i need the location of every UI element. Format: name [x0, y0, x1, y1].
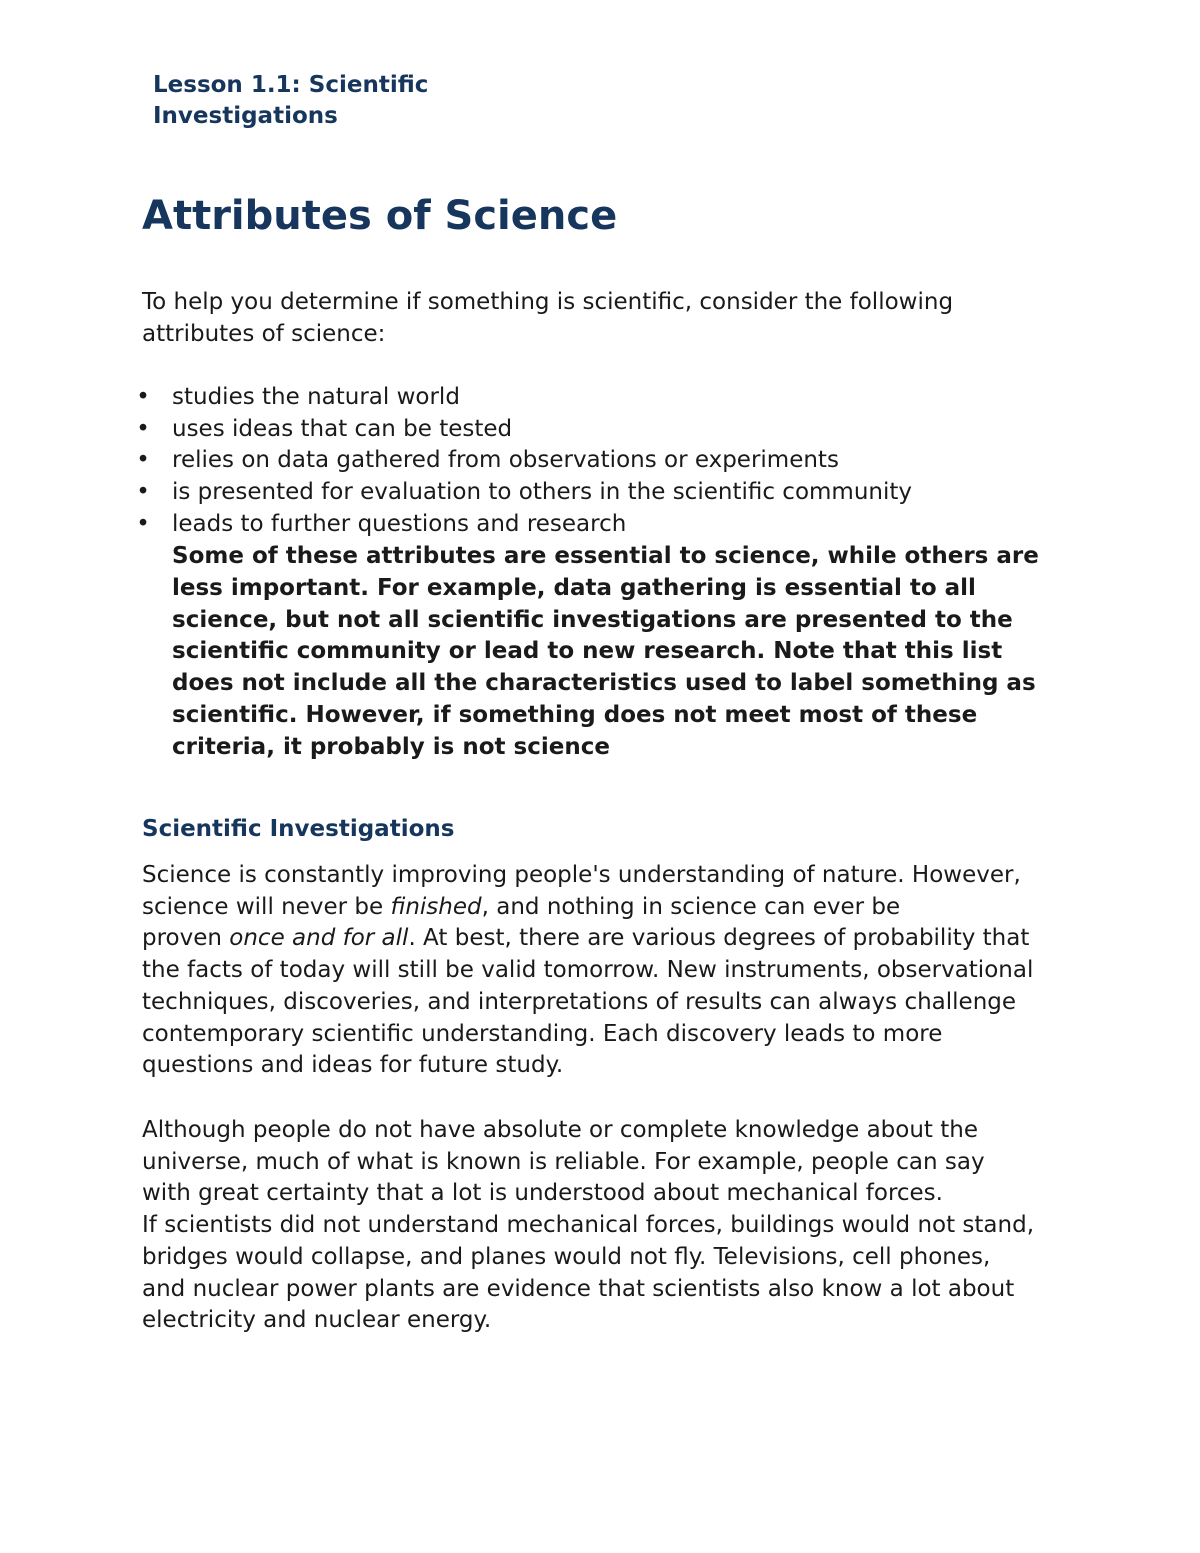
- note-line: criteria, it probably is not science: [172, 733, 610, 760]
- paragraph-line: bridges would collapse, and planes would not fly. Televisions, cell phones,: [142, 1243, 991, 1270]
- attributes-note: [172, 541, 1072, 764]
- paragraph-line: electricity and nuclear energy.: [142, 1307, 492, 1334]
- note-line: does not include all the characteristics used to label something as: [172, 670, 1036, 697]
- note-line: Some of these attributes are essential to science, while others are: [172, 543, 1039, 569]
- paragraph-line: If scientists did not understand mechanical forces, buildings would not stand,: [142, 1212, 1035, 1239]
- emphasis-text: once and for all: [229, 925, 409, 952]
- lesson-title: [153, 70, 473, 132]
- paragraph-line: questions and ideas for future study.: [142, 1052, 564, 1079]
- bullet-icon: •: [136, 479, 150, 506]
- paragraph-line: [142, 923, 1067, 955]
- paragraph-line: techniques, discoveries, and interpretations of results can always challenge: [142, 988, 1017, 1015]
- list-item-text: leads to further questions and research: [172, 510, 627, 537]
- list-item-text: uses ideas that can be tested: [172, 415, 513, 442]
- paragraph-line: [142, 892, 1067, 924]
- note-line: scientific community or lead to new research. Note that this list: [172, 638, 1003, 665]
- list-item: [136, 477, 1102, 509]
- paragraph-line: the facts of today will still be valid tomorrow. New instruments, observational: [142, 957, 1034, 984]
- lesson-title-line: Lesson 1.1: Scientific: [153, 72, 429, 98]
- intro-line: attributes of science:: [142, 321, 386, 347]
- intro-line: To help you determine if something is scientific, consider the following: [142, 289, 954, 315]
- paragraph-line: Science is constantly improving people's understanding of nature. However,: [142, 862, 1021, 888]
- paragraph-line: universe, much of what is known is reliable. For example, people can say: [142, 1148, 985, 1175]
- intro-paragraph: [142, 286, 1042, 350]
- text-run: science will never be: [142, 893, 391, 920]
- text-run: , and nothing in science can ever be: [481, 893, 901, 920]
- list-item: [136, 445, 1102, 477]
- paragraph-line: and nuclear power plants are evidence that scientists also know a lot about: [142, 1275, 1015, 1302]
- note-line: less important. For example, data gathering is essential to all: [172, 574, 976, 601]
- paragraph-line: with great certainty that a lot is understood about mechanical forces.: [142, 1180, 943, 1207]
- paragraph-line: contemporary scientific understanding. Each discovery leads to more: [142, 1020, 943, 1047]
- bullet-icon: •: [136, 384, 150, 410]
- list-item: [136, 414, 1102, 446]
- lesson-title-line: Investigations: [153, 103, 338, 129]
- body-paragraph: [142, 1115, 1067, 1337]
- note-line: scientific. However, if something does not meet most of these: [172, 701, 978, 728]
- bullet-icon: •: [136, 415, 150, 442]
- page-title: Attributes of Science: [142, 193, 618, 239]
- text-run: proven: [142, 925, 230, 952]
- bullet-icon: •: [136, 447, 150, 474]
- list-item-text: is presented for evaluation to others in the scientific community: [172, 479, 912, 506]
- paragraph-line: Although people do not have absolute or complete knowledge about the: [142, 1117, 979, 1143]
- list-item: [136, 509, 1102, 541]
- text-run: . At best, there are various degrees of probability that: [408, 925, 1030, 952]
- list-item: [136, 382, 1102, 414]
- section-heading: Scientific Investigations: [142, 816, 455, 842]
- bullet-icon: •: [136, 510, 150, 537]
- list-item-text: studies the natural world: [172, 384, 460, 410]
- list-item-text: relies on data gathered from observations or experiments: [172, 447, 839, 474]
- emphasis-text: finished: [390, 893, 482, 920]
- attributes-list: [136, 382, 1102, 541]
- note-line: science, but not all scientific investigations are presented to the: [172, 606, 1013, 633]
- body-paragraph: [142, 860, 1067, 1082]
